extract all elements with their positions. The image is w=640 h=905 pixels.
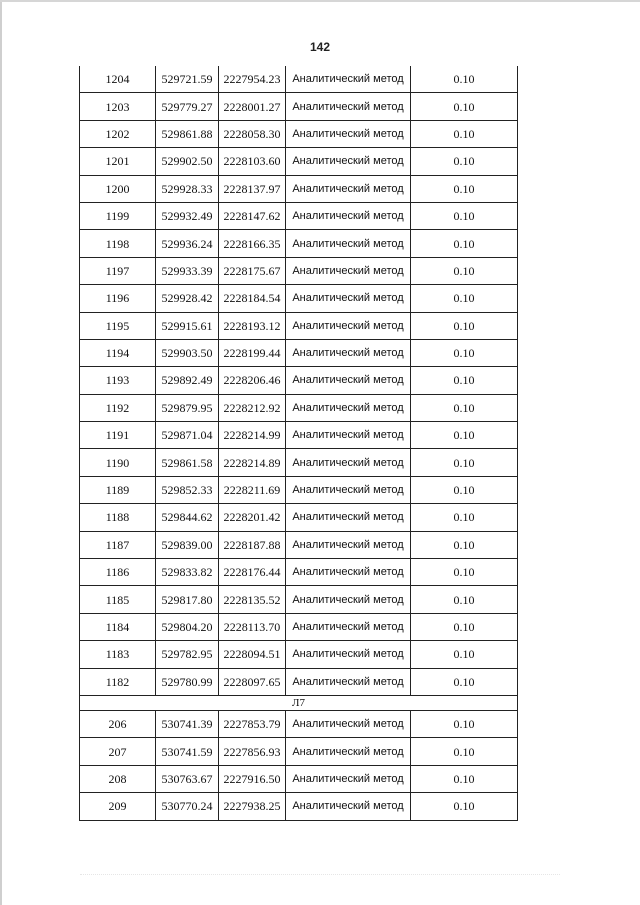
y-coordinate-cell: 2227856.93 <box>219 738 286 765</box>
y-coordinate-cell: 2227853.79 <box>219 710 286 737</box>
method-cell: Аналитический метод <box>286 710 411 737</box>
x-coordinate-cell: 529833.82 <box>156 559 219 586</box>
method-cell: Аналитический метод <box>286 93 411 120</box>
point-id-cell: 209 <box>80 793 156 820</box>
method-cell: Аналитический метод <box>286 765 411 792</box>
point-id-cell: 206 <box>80 710 156 737</box>
method-cell: Аналитический метод <box>286 738 411 765</box>
method-cell: Аналитический метод <box>286 120 411 147</box>
point-id-cell: 1202 <box>80 120 156 147</box>
table-row <box>80 559 518 586</box>
y-coordinate-cell: 2228166.35 <box>219 230 286 257</box>
y-coordinate-cell: 2228001.27 <box>219 93 286 120</box>
y-coordinate-cell: 2228199.44 <box>219 339 286 366</box>
x-coordinate-cell: 529782.95 <box>156 641 219 668</box>
x-coordinate-cell: 529902.50 <box>156 148 219 175</box>
x-coordinate-cell: 530763.67 <box>156 765 219 792</box>
table-row <box>80 531 518 558</box>
table-row <box>80 476 518 503</box>
x-coordinate-cell: 529861.88 <box>156 120 219 147</box>
method-cell: Аналитический метод <box>286 257 411 284</box>
method-cell: Аналитический метод <box>286 668 411 695</box>
method-cell: Аналитический метод <box>286 793 411 820</box>
point-id-cell: 1183 <box>80 641 156 668</box>
precision-cell: 0.10 <box>411 710 518 737</box>
point-id-cell: 207 <box>80 738 156 765</box>
table-row <box>80 175 518 202</box>
precision-cell: 0.10 <box>411 476 518 503</box>
point-id-cell: 1195 <box>80 312 156 339</box>
method-cell: Аналитический метод <box>286 312 411 339</box>
table-row <box>80 66 518 93</box>
y-coordinate-cell: 2228214.89 <box>219 449 286 476</box>
precision-cell: 0.10 <box>411 531 518 558</box>
precision-cell: 0.10 <box>411 422 518 449</box>
x-coordinate-cell: 529871.04 <box>156 422 219 449</box>
precision-cell: 0.10 <box>411 738 518 765</box>
table-row <box>80 230 518 257</box>
method-cell: Аналитический метод <box>286 339 411 366</box>
precision-cell: 0.10 <box>411 559 518 586</box>
y-coordinate-cell: 2228184.54 <box>219 285 286 312</box>
x-coordinate-cell: 529928.42 <box>156 285 219 312</box>
precision-cell: 0.10 <box>411 120 518 147</box>
method-cell: Аналитический метод <box>286 394 411 421</box>
x-coordinate-cell: 529932.49 <box>156 202 219 229</box>
point-id-cell: 1194 <box>80 339 156 366</box>
precision-cell: 0.10 <box>411 230 518 257</box>
table-row <box>80 257 518 284</box>
point-id-cell: 1192 <box>80 394 156 421</box>
precision-cell: 0.10 <box>411 394 518 421</box>
y-coordinate-cell: 2228113.70 <box>219 613 286 640</box>
precision-cell: 0.10 <box>411 257 518 284</box>
point-id-cell: 1196 <box>80 285 156 312</box>
page-number: 142 <box>309 40 331 54</box>
point-id-cell: 1188 <box>80 504 156 531</box>
point-id-cell: 1190 <box>80 449 156 476</box>
method-cell: Аналитический метод <box>286 202 411 229</box>
method-cell: Аналитический метод <box>286 504 411 531</box>
scan-artifact-line <box>80 872 560 875</box>
point-id-cell: 1187 <box>80 531 156 558</box>
precision-cell: 0.10 <box>411 312 518 339</box>
point-id-cell: 1198 <box>80 230 156 257</box>
table-row <box>80 120 518 147</box>
precision-cell: 0.10 <box>411 339 518 366</box>
point-id-cell: 1193 <box>80 367 156 394</box>
x-coordinate-cell: 529928.33 <box>156 175 219 202</box>
table-row <box>80 422 518 449</box>
x-coordinate-cell: 529892.49 <box>156 367 219 394</box>
y-coordinate-cell: 2227954.23 <box>219 66 286 93</box>
x-coordinate-cell: 529844.62 <box>156 504 219 531</box>
precision-cell: 0.10 <box>411 668 518 695</box>
precision-cell: 0.10 <box>411 66 518 93</box>
y-coordinate-cell: 2228147.62 <box>219 202 286 229</box>
table-row <box>80 312 518 339</box>
method-cell: Аналитический метод <box>286 175 411 202</box>
table-row <box>80 668 518 695</box>
y-coordinate-cell: 2228176.44 <box>219 559 286 586</box>
x-coordinate-cell: 529721.59 <box>156 66 219 93</box>
y-coordinate-cell: 2227938.25 <box>219 793 286 820</box>
method-cell: Аналитический метод <box>286 367 411 394</box>
y-coordinate-cell: 2228058.30 <box>219 120 286 147</box>
x-coordinate-cell: 529804.20 <box>156 613 219 640</box>
table-row <box>80 586 518 613</box>
y-coordinate-cell: 2228135.52 <box>219 586 286 613</box>
x-coordinate-cell: 529933.39 <box>156 257 219 284</box>
x-coordinate-cell: 529780.99 <box>156 668 219 695</box>
table-row <box>80 641 518 668</box>
point-id-cell: 1200 <box>80 175 156 202</box>
y-coordinate-cell: 2228175.67 <box>219 257 286 284</box>
precision-cell: 0.10 <box>411 449 518 476</box>
method-cell: Аналитический метод <box>286 230 411 257</box>
x-coordinate-cell: 530770.24 <box>156 793 219 820</box>
table-row <box>80 765 518 792</box>
y-coordinate-cell: 2228201.42 <box>219 504 286 531</box>
point-id-cell: 1204 <box>80 66 156 93</box>
x-coordinate-cell: 529879.95 <box>156 394 219 421</box>
point-id-cell: 1189 <box>80 476 156 503</box>
table-row <box>80 148 518 175</box>
point-id-cell: 1184 <box>80 613 156 640</box>
precision-cell: 0.10 <box>411 793 518 820</box>
method-cell: Аналитический метод <box>286 422 411 449</box>
page-edge <box>0 0 2 905</box>
point-id-cell: 1201 <box>80 148 156 175</box>
y-coordinate-cell: 2228193.12 <box>219 312 286 339</box>
y-coordinate-cell: 2228103.60 <box>219 148 286 175</box>
table-row <box>80 339 518 366</box>
point-id-cell: 1203 <box>80 93 156 120</box>
coordinates-table <box>79 66 518 821</box>
precision-cell: 0.10 <box>411 93 518 120</box>
table-row <box>80 738 518 765</box>
method-cell: Аналитический метод <box>286 613 411 640</box>
precision-cell: 0.10 <box>411 202 518 229</box>
y-coordinate-cell: 2228214.99 <box>219 422 286 449</box>
coordinates-table-body <box>80 66 518 820</box>
method-cell: Аналитический метод <box>286 586 411 613</box>
table-row <box>80 202 518 229</box>
x-coordinate-cell: 529861.58 <box>156 449 219 476</box>
precision-cell: 0.10 <box>411 285 518 312</box>
page-edge-top <box>0 0 640 2</box>
method-cell: Аналитический метод <box>286 476 411 503</box>
x-coordinate-cell: 529903.50 <box>156 339 219 366</box>
precision-cell: 0.10 <box>411 504 518 531</box>
section-label: Л7 <box>80 695 518 710</box>
y-coordinate-cell: 2228094.51 <box>219 641 286 668</box>
x-coordinate-cell: 529915.61 <box>156 312 219 339</box>
y-coordinate-cell: 2228206.46 <box>219 367 286 394</box>
table-row <box>80 793 518 820</box>
point-id-cell: 1186 <box>80 559 156 586</box>
table-row <box>80 285 518 312</box>
precision-cell: 0.10 <box>411 175 518 202</box>
point-id-cell: 1191 <box>80 422 156 449</box>
table-row <box>80 449 518 476</box>
method-cell: Аналитический метод <box>286 285 411 312</box>
table-row <box>80 504 518 531</box>
method-cell: Аналитический метод <box>286 559 411 586</box>
point-id-cell: 1199 <box>80 202 156 229</box>
table-row <box>80 93 518 120</box>
precision-cell: 0.10 <box>411 586 518 613</box>
x-coordinate-cell: 529817.80 <box>156 586 219 613</box>
method-cell: Аналитический метод <box>286 641 411 668</box>
x-coordinate-cell: 530741.39 <box>156 710 219 737</box>
point-id-cell: 208 <box>80 765 156 792</box>
x-coordinate-cell: 529839.00 <box>156 531 219 558</box>
table-row <box>80 710 518 737</box>
precision-cell: 0.10 <box>411 613 518 640</box>
point-id-cell: 1197 <box>80 257 156 284</box>
x-coordinate-cell: 530741.59 <box>156 738 219 765</box>
y-coordinate-cell: 2228211.69 <box>219 476 286 503</box>
section-row <box>80 695 518 710</box>
precision-cell: 0.10 <box>411 367 518 394</box>
method-cell: Аналитический метод <box>286 531 411 558</box>
table-row <box>80 613 518 640</box>
table-row <box>80 394 518 421</box>
method-cell: Аналитический метод <box>286 449 411 476</box>
precision-cell: 0.10 <box>411 765 518 792</box>
y-coordinate-cell: 2228187.88 <box>219 531 286 558</box>
x-coordinate-cell: 529852.33 <box>156 476 219 503</box>
method-cell: Аналитический метод <box>286 148 411 175</box>
x-coordinate-cell: 529779.27 <box>156 93 219 120</box>
y-coordinate-cell: 2228212.92 <box>219 394 286 421</box>
point-id-cell: 1185 <box>80 586 156 613</box>
precision-cell: 0.10 <box>411 641 518 668</box>
precision-cell: 0.10 <box>411 148 518 175</box>
y-coordinate-cell: 2228137.97 <box>219 175 286 202</box>
x-coordinate-cell: 529936.24 <box>156 230 219 257</box>
method-cell: Аналитический метод <box>286 66 411 93</box>
y-coordinate-cell: 2228097.65 <box>219 668 286 695</box>
point-id-cell: 1182 <box>80 668 156 695</box>
table-row <box>80 367 518 394</box>
y-coordinate-cell: 2227916.50 <box>219 765 286 792</box>
